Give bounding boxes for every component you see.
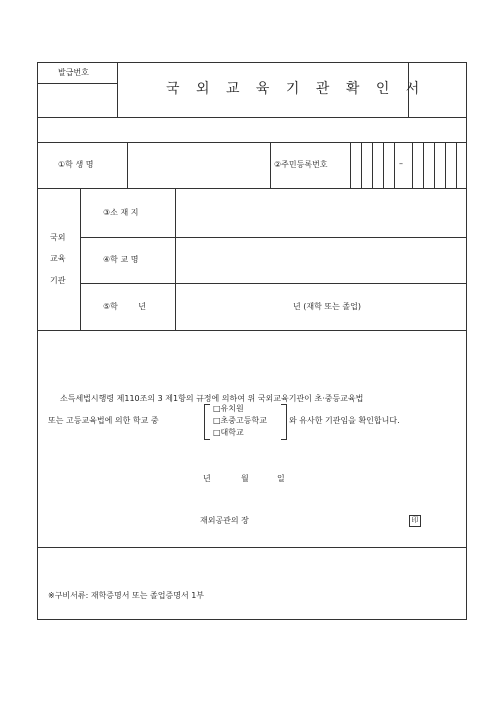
grade-value: 년 (재학 또는 졸업) — [293, 302, 361, 311]
grade-label: ⑤학 년 — [103, 302, 146, 311]
institution-group-divider — [80, 188, 81, 330]
required-documents-note: ※구비서류: 재학증명서 또는 졸업증명서 1부 — [48, 591, 205, 600]
date-year: 년 — [203, 474, 211, 483]
date-day: 일 — [277, 474, 285, 483]
rrn-cell-9 — [456, 142, 457, 188]
row-line-school-name — [80, 283, 467, 284]
location-label: ③소 재 지 — [103, 208, 139, 217]
rrn-cell-1 — [361, 142, 362, 188]
issue-no-divider — [37, 83, 117, 84]
date-month: 월 — [241, 474, 249, 483]
row-line-institution — [37, 330, 467, 331]
student-divider-1 — [127, 142, 128, 188]
header-divider-left — [117, 62, 118, 117]
institution-group-label-2: 교육 — [50, 254, 66, 263]
form-title: 국 외 교 육 기 관 확 인 서 — [166, 81, 426, 97]
confirmation-line-1: 소득세법시행령 제110조의 3 제1항의 규정에 의하여 위 국외교육기관이 초‧중등교육법 — [60, 394, 364, 403]
seal-mark: 印 — [409, 515, 421, 527]
option-university: □대학교 — [213, 428, 244, 437]
row-line-spacer — [37, 142, 467, 143]
rrn-cell-7 — [434, 142, 435, 188]
certificate-form — [37, 62, 467, 620]
confirmation-line-2-suffix: 와 유사한 기관임을 확인합니다. — [289, 416, 400, 425]
confirmation-line-2-prefix: 또는 고등교육법에 의한 학교 중 — [48, 416, 159, 425]
rrn-cell-3 — [383, 142, 384, 188]
option-bracket-left — [204, 404, 210, 440]
institution-label-divider — [175, 188, 176, 330]
rrn-cell-8 — [445, 142, 446, 188]
row-line-body — [37, 547, 467, 548]
rrn-cell-2 — [372, 142, 373, 188]
row-line-location — [80, 237, 467, 238]
option-bracket-right — [281, 404, 287, 440]
student-divider-3 — [350, 142, 351, 188]
institution-group-label-1: 국외 — [50, 233, 66, 242]
student-name-label: ①학 생 명 — [58, 160, 94, 169]
row-line-header — [37, 117, 467, 118]
institution-group-label-3: 기관 — [50, 276, 66, 285]
option-kindergarten: □유치원 — [213, 404, 244, 413]
option-primary-secondary: □초중고등학교 — [213, 416, 267, 425]
rrn-dash: – — [399, 159, 403, 168]
rrn-cell-4 — [394, 142, 395, 188]
signer-label: 재외공관의 장 — [200, 516, 249, 525]
issue-no-label: 발급번호 — [58, 68, 89, 77]
student-divider-2 — [270, 142, 271, 188]
school-name-label: ④학 교 명 — [103, 255, 139, 264]
rrn-cell-6 — [423, 142, 424, 188]
rrn-cell-5 — [412, 142, 413, 188]
row-line-student — [37, 188, 467, 189]
rrn-label: ②주민등록번호 — [274, 160, 328, 169]
